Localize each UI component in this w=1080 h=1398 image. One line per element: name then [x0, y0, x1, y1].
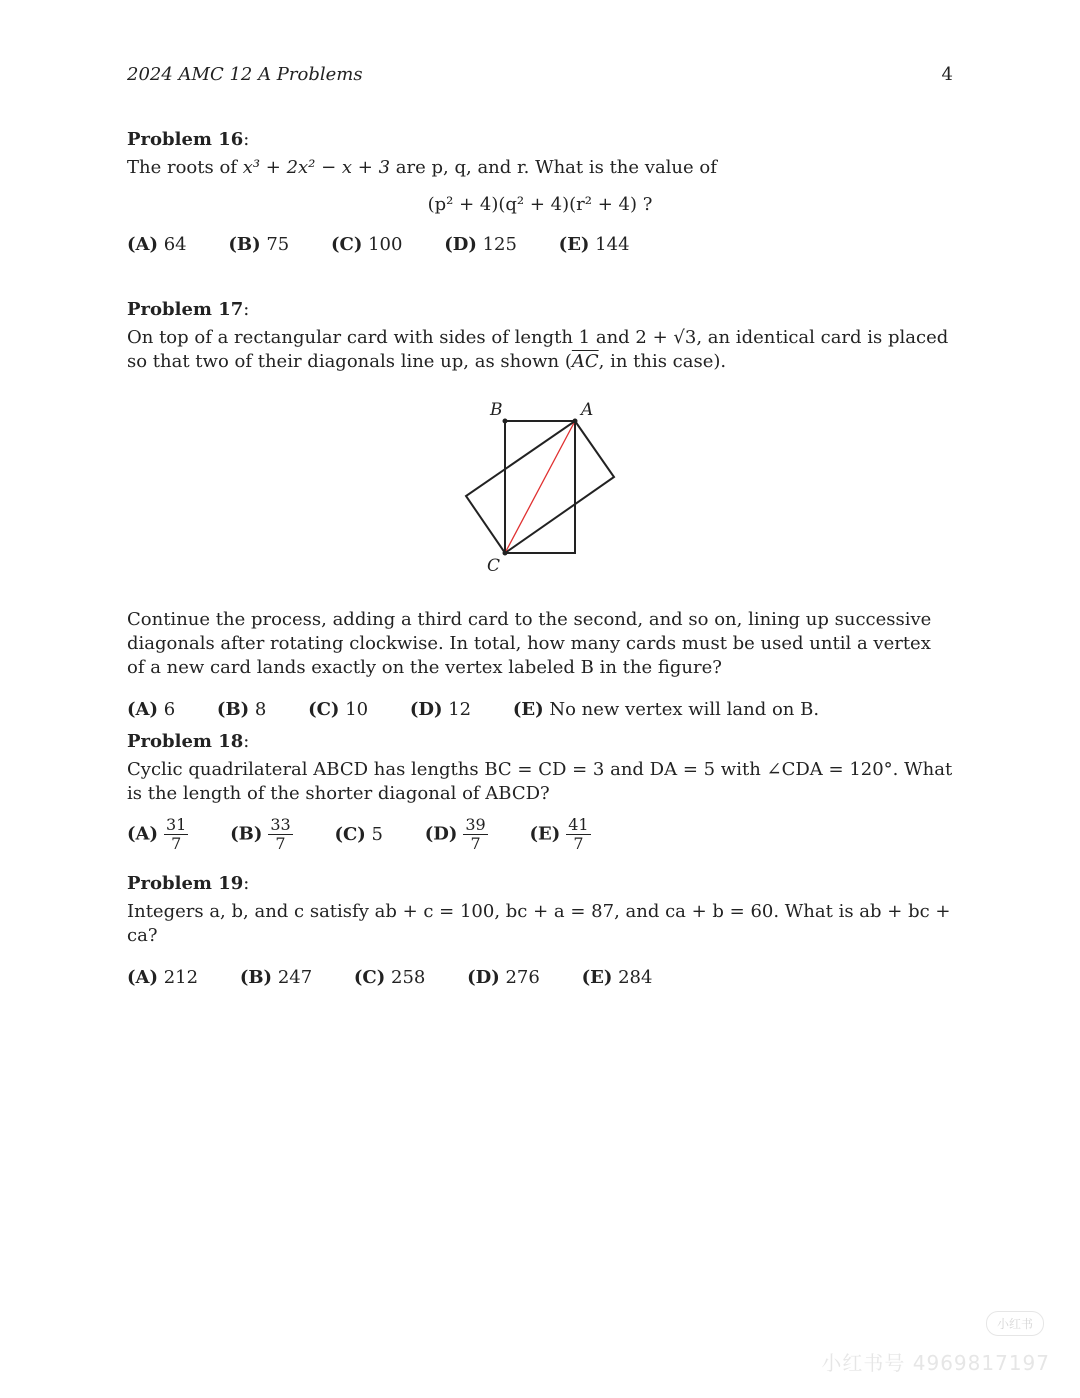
problem-statement: Continue the process, adding a third card to the second, and so on, lining up successive diagonals after rotating clockwise. In total, how many cards must be used until a vertex of a new card lands exactly on the vertex labeled B in the figure?: [127, 609, 932, 678]
choice-b[interactable]: (B) 8: [216, 698, 267, 720]
diagonal-ac: [505, 421, 575, 553]
choice-a[interactable]: (A) $\frac{31}{7}$: [127, 815, 187, 853]
vertex-a: [573, 419, 578, 424]
page-number: 4: [941, 64, 953, 85]
label-a: A: [581, 400, 594, 420]
card-figure: [457, 395, 657, 580]
choice-b[interactable]: (B) $\frac{33}{7}$: [230, 815, 291, 853]
header-title: 2024 AMC 12 A Problems: [127, 64, 363, 85]
choice-d[interactable]: (D) 276: [467, 966, 540, 988]
fraction: $\frac{33}{7}$: [270, 815, 291, 853]
answer-choices: [127, 698, 953, 720]
choice-e[interactable]: (E) $\frac{41}{7}$: [529, 815, 589, 853]
choice-a[interactable]: (A) 212: [127, 966, 199, 988]
choice-e[interactable]: (E) No new vertex will land on B.: [512, 698, 820, 720]
fraction: $\frac{41}{7}$: [568, 815, 589, 853]
choice-d[interactable]: (D) 125: [444, 233, 517, 255]
problem-title: Problem 18:: [127, 731, 250, 752]
problem-statement: Integers a, b, and c satisfy ab + c = 100, bc + a = 87, and ca + b = 60. What is ab + bc + ca?: [127, 901, 951, 946]
label-b: B: [490, 400, 503, 420]
watermark-text: 小红书号 4969817197: [821, 1351, 1050, 1375]
document-page: [127, 0, 953, 1398]
problem-title: Problem 19:: [127, 873, 250, 894]
problem-statement: The roots of x³ + 2x² − x + 3 are p, q, and r. What is the value of: [127, 157, 717, 178]
choice-b[interactable]: (B) 75: [228, 233, 290, 255]
problem-18: [127, 730, 953, 853]
choice-e[interactable]: (E) 144: [558, 233, 630, 255]
choice-d[interactable]: (D) 12: [409, 698, 472, 720]
choice-c[interactable]: (C) 100: [331, 233, 403, 255]
label-c: C: [487, 556, 501, 576]
problem-17: [127, 298, 953, 374]
problem-19: [127, 872, 953, 988]
choice-e[interactable]: (E) 284: [581, 966, 653, 988]
polynomial: x³ + 2x² − x + 3: [242, 157, 391, 178]
vertex-b: [503, 419, 508, 424]
display-expression: (p² + 4)(q² + 4)(r² + 4) ?: [427, 194, 653, 215]
fraction: $\frac{39}{7}$: [465, 815, 486, 853]
watermark-badge: 小红书: [986, 1311, 1044, 1336]
choice-c[interactable]: (C) 10: [308, 698, 369, 720]
problem-16: [127, 128, 953, 255]
problem-17-continued: [127, 604, 953, 720]
choice-b[interactable]: (B) 247: [239, 966, 313, 988]
problem-statement: Cyclic quadrilateral ABCD has lengths BC = CD = 3 and DA = 5 with ∠CDA = 120°. What is the length of the shorter diagonal of ABCD?: [127, 759, 953, 804]
fraction: $\frac{31}{7}$: [166, 815, 187, 853]
choice-d[interactable]: (D) $\frac{39}{7}$: [424, 815, 486, 853]
segment-label: $\overline{AC}$: [571, 351, 599, 372]
problem-statement: On top of a rectangular card with sides of length 1 and 2 + √3, an identical card is placed so that two of their diagonals line up, as shown ($\overline{AC}$, in this case).: [127, 327, 949, 372]
answer-choices: [127, 966, 953, 988]
choice-a[interactable]: (A) 6: [127, 698, 176, 720]
problem-title: Problem 16:: [127, 129, 250, 150]
answer-choices: [127, 233, 953, 255]
vertex-c: [503, 551, 508, 556]
choice-c[interactable]: (C) 258: [353, 966, 426, 988]
problem-title: Problem 17:: [127, 299, 250, 320]
running-header: [127, 64, 953, 85]
choice-c[interactable]: (C) 5: [334, 824, 383, 845]
choice-a[interactable]: (A) 64: [127, 233, 187, 255]
answer-choices: [127, 816, 953, 853]
